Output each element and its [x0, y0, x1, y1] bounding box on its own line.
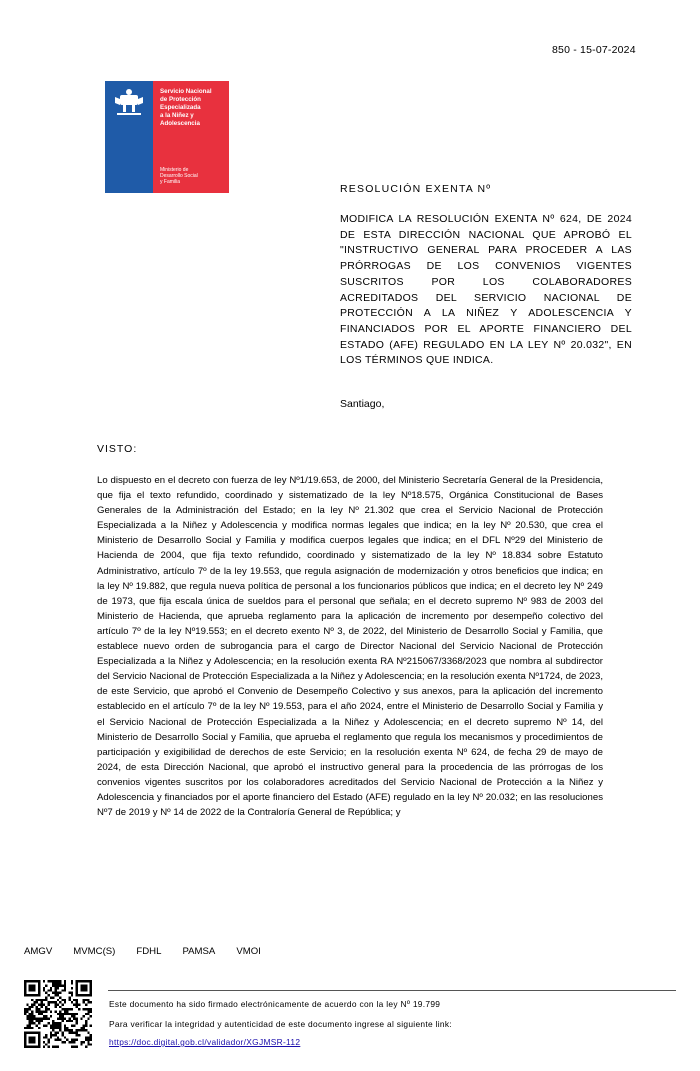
resolution-summary: MODIFICA LA RESOLUCIÓN EXENTA Nº 624, DE 2024 DE ESTA DIRECCIÓN NACIONAL QUE APROBÓ EL "INSTRUCTIVO GENERAL PARA PROCEDER A LAS PRÓRROGAS DE LOS CONVENIOS VIGENTES SUSCRITOS POR LOS COLABORADORES ACREDITADOS DEL SERVICIO NACIONAL DE PROTECCIÓN A LA NIÑEZ Y ADOLESCENCIA Y FINANCIADOS POR EL APORTE FINANCIERO DEL ESTADO (AFE) REGULADO EN LA LEY Nº 20.032", EN LOS TÉRMINOS QUE INDICA.: [340, 213, 632, 367]
initials-item: FDHL: [136, 946, 162, 957]
visto-heading: VISTO:: [97, 443, 138, 455]
logo-ministry-name: [160, 167, 226, 185]
logo-line: Especializada: [160, 104, 201, 111]
qr-code-icon: [24, 980, 92, 1048]
logo-line: Ministerio de: [160, 167, 189, 173]
initials-item: VMOI: [236, 946, 261, 957]
logo-line: Servicio Nacional: [160, 88, 212, 95]
initials-item: MVMC(S): [73, 946, 116, 957]
logo-line: Adolescencia: [160, 120, 200, 127]
logo-line: Desarrollo Social: [160, 173, 198, 179]
institution-logo: [105, 81, 229, 193]
initials-item: PAMSA: [182, 946, 216, 957]
initials-item: AMGV: [24, 946, 53, 957]
verification-notice: Para verificar la integridad y autenticidad de este documento ingrese al siguiente link:: [109, 1019, 452, 1029]
visto-body: Lo dispuesto en el decreto con fuerza de ley Nº1/19.653, de 2000, del Ministerio Secretaría General de la Presidencia, que fija el texto refundido, coordinado y sistematizado de la ley Nº18.575, Orgánica Constitucional de Bases Generales de la Administración del Estado; en la ley Nº 21.302 que crea el Servicio Nacional de Protección Especializada a la Niñez y Adolescencia y modifica normas legales que indica; en la ley Nº 20.530, que crea el Ministerio de Desarrollo Social y Familia y modifica cuerpos legales que indica; en el DFL Nº29 del Ministerio de Hacienda de 2004, que fija texto refundido, coordinado y sistematizado de la ley Nº 18.834 sobre Estatuto Administrativo, artículo 7º de la ley 19.553, que regula asignación de modernización y otros beneficios que indica; en la ley Nº 19.882, que regula nueva política de personal a los funcionarios públicos que indica; en el decreto ley Nº 249 de 1973, que fija escala única de sueldos para el personal que señala; en el decreto supremo Nº 983 de 2003 del Ministerio de Hacienda, que aprueba reglamento para la aplicación de incremento por desempeño colectivo del artículo 7º de la ley Nº19.553; en el decreto exento Nº 3, de 2022, del Ministerio de Desarrollo Social y Familia, que establece nuevo orden de subrogancia para el cargo de Director Nacional del Servicio Nacional de Protección Especializada a la Niñez y Adolescencia; en la resolución exenta RA Nº215067/3368/2023 que nombra al subdirector del Servicio Nacional de Protección Especializada a la Niñez y Adolescencia; en la resolución exenta Nº1724, de 2023, de este Servicio, que aprobó el Convenio de Desempeño Colectivo y sus anexos, para la aplicación del incremento establecido en el artículo 7º de la ley Nº 19.553, para el año 2024, entre el Ministerio de Desarrollo Social y Familia y el Servicio Nacional de Protección Especializada a la Niñez y Adolescencia; en el decreto supremo Nº 14, del Ministerio de Desarrollo Social y Familia, que aprueba el reglamento que regula los mecanismos y procedimientos de participación y exigibilidad de derechos de este Servicio; en la resolución exenta Nº 624, de fecha 29 de mayo de 2024, de esta Dirección Nacional, que aprobó el instructivo general para la procedencia de las prórrogas de los convenios vigentes suscritos por los colaboradores acreditados del Servicio Nacional de Protección a la Niñez y Adolescencia y financiados por el aporte financiero del Estado (AFE) regulado en la ley Nº 20.032; en las resoluciones Nº7 de 2019 y Nº 14 de 2022 de la Contraloría General de República; y: [97, 475, 603, 819]
place-label: Santiago,: [340, 398, 385, 410]
logo-institution-name: [160, 88, 228, 128]
author-initials: [24, 946, 261, 957]
logo-line: a la Niñez y: [160, 112, 194, 119]
signature-notice: Este documento ha sido firmado electrónicamente de acuerdo con la ley Nº 19.799: [109, 999, 441, 1009]
logo-line: y Familia: [160, 179, 181, 185]
resolution-heading: RESOLUCIÓN EXENTA Nº: [340, 183, 492, 195]
logo-line: de Protección: [160, 96, 201, 103]
crest-icon: [111, 87, 147, 117]
logo-blue-panel: [105, 81, 153, 193]
verification-link[interactable]: https://doc.digital.gob.cl/validador/XGJMSR-112: [109, 1037, 301, 1047]
document-number: 850 - 15-07-2024: [552, 44, 636, 56]
footer-divider: [108, 990, 676, 991]
